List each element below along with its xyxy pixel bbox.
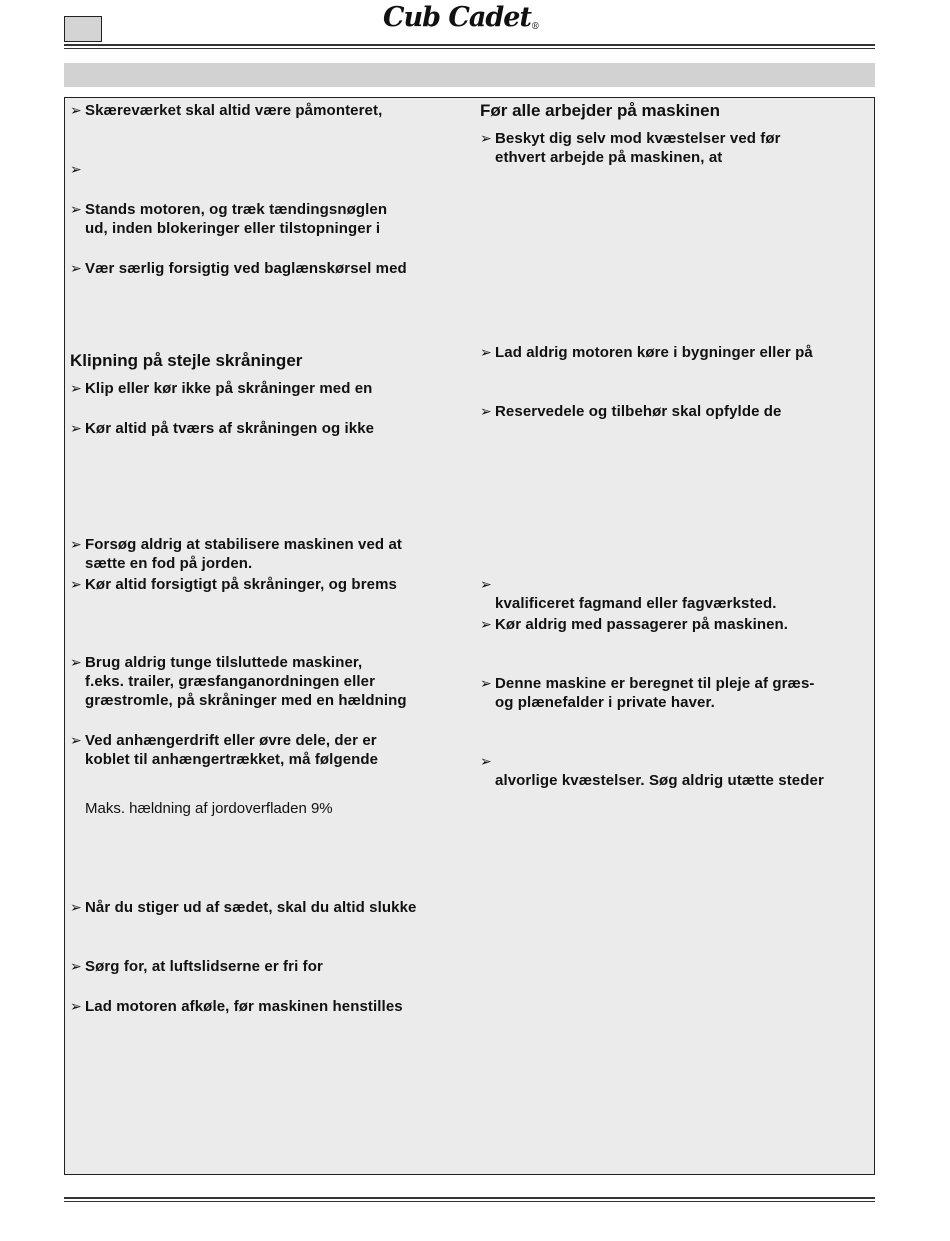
header-rule-bottom: [64, 48, 875, 49]
bullet-arrow-icon: ➢: [70, 654, 82, 670]
brand-name: Cub Cadet: [383, 2, 531, 33]
list-item: ➢ kvalificeret fagmand eller fagværksted.: [480, 576, 777, 612]
list-item: ➢ Denne maskine er beregnet til pleje af græs- og plænefalder i private haver.: [480, 675, 815, 711]
list-item: ➢ Kør aldrig med passagerer på maskinen.: [480, 616, 789, 633]
bullet-arrow-icon: ➢: [480, 675, 492, 691]
list-item: ➢ Ved anhængerdrift eller øvre dele, der er koblet til anhængertrækket, må følgende: [70, 732, 379, 768]
list-item: ➢ Brug aldrig tunge tilsluttede maskiner, f.eks. trailer, græsfanganordningen eller græstromle, på skråninger med en hældning: [70, 654, 407, 709]
list-item: ➢ Kør altid forsigtigt på skråninger, og brems: [70, 576, 397, 593]
bullet-arrow-icon: ➢: [70, 260, 82, 276]
bullet-arrow-icon: ➢: [70, 420, 82, 436]
registered-mark: ®: [530, 22, 539, 32]
bullet-arrow-icon: ➢: [70, 998, 82, 1014]
list-item: ➢ alvorlige kvæstelser. Søg aldrig utætte steder: [480, 753, 824, 789]
bullet-arrow-icon: ➢: [70, 102, 82, 118]
max-slope-text: Maks. hældning af jordoverfladen 9%: [85, 800, 333, 817]
list-item: ➢ Lad aldrig motoren køre i bygninger eller på: [480, 344, 813, 361]
slope-heading: Klipning på stejle skråninger: [70, 351, 303, 370]
list-item: ➢ Klip eller kør ikke på skråninger med en: [70, 380, 373, 397]
bullet-arrow-icon: ➢: [480, 403, 492, 419]
bullet-arrow-icon: ➢: [70, 576, 82, 592]
brand-logo: [383, 2, 539, 33]
bullet-arrow-icon: ➢: [70, 899, 82, 915]
right-heading: Før alle arbejder på maskinen: [480, 101, 720, 120]
bullet-arrow-icon: ➢: [70, 958, 82, 974]
list-item: ➢ Reservedele og tilbehør skal opfylde de: [480, 403, 782, 420]
bullet-arrow-icon: ➢: [70, 161, 82, 177]
list-item: ➢ Stands motoren, og træk tændingsnøglen ud, inden blokeringer eller tilstopninger i: [70, 201, 388, 237]
list-item: ➢ Sørg for, at luftslidserne er fri for: [70, 958, 323, 975]
bullet-arrow-icon: ➢: [480, 344, 492, 360]
bullet-arrow-icon: ➢: [70, 380, 82, 396]
bullet-arrow-icon: ➢: [480, 576, 492, 592]
bullet-arrow-icon: ➢: [480, 616, 492, 632]
list-item: ➢ Vær særlig forsigtig ved baglænskørsel med: [70, 260, 407, 277]
page-number-box: [64, 16, 102, 42]
list-item: ➢ Når du stiger ud af sædet, skal du altid slukke: [70, 899, 417, 916]
bullet-arrow-icon: ➢: [480, 130, 492, 146]
bullet-arrow-icon: ➢: [70, 536, 82, 552]
bullet-arrow-icon: ➢: [70, 732, 82, 748]
bullet-arrow-icon: ➢: [480, 753, 492, 769]
header-rule-top: [64, 44, 875, 46]
bullet-arrow-icon: ➢: [70, 201, 82, 217]
list-item: ➢ Skæreværket skal altid være påmonteret,: [70, 102, 383, 119]
list-item: ➢ Beskyt dig selv mod kvæstelser ved før ethvert arbejde på maskinen, at: [480, 130, 781, 166]
footer-rule-top: [64, 1197, 875, 1199]
footer-rule-bottom: [64, 1201, 875, 1202]
section-title-bar: [64, 63, 875, 87]
list-item: ➢ Lad motoren afkøle, før maskinen henstilles: [70, 998, 403, 1015]
list-item: ➢ Kør altid på tværs af skråningen og ikke: [70, 420, 375, 437]
list-item: ➢ Forsøg aldrig at stabilisere maskinen ved at sætte en fod på jorden.: [70, 536, 403, 572]
